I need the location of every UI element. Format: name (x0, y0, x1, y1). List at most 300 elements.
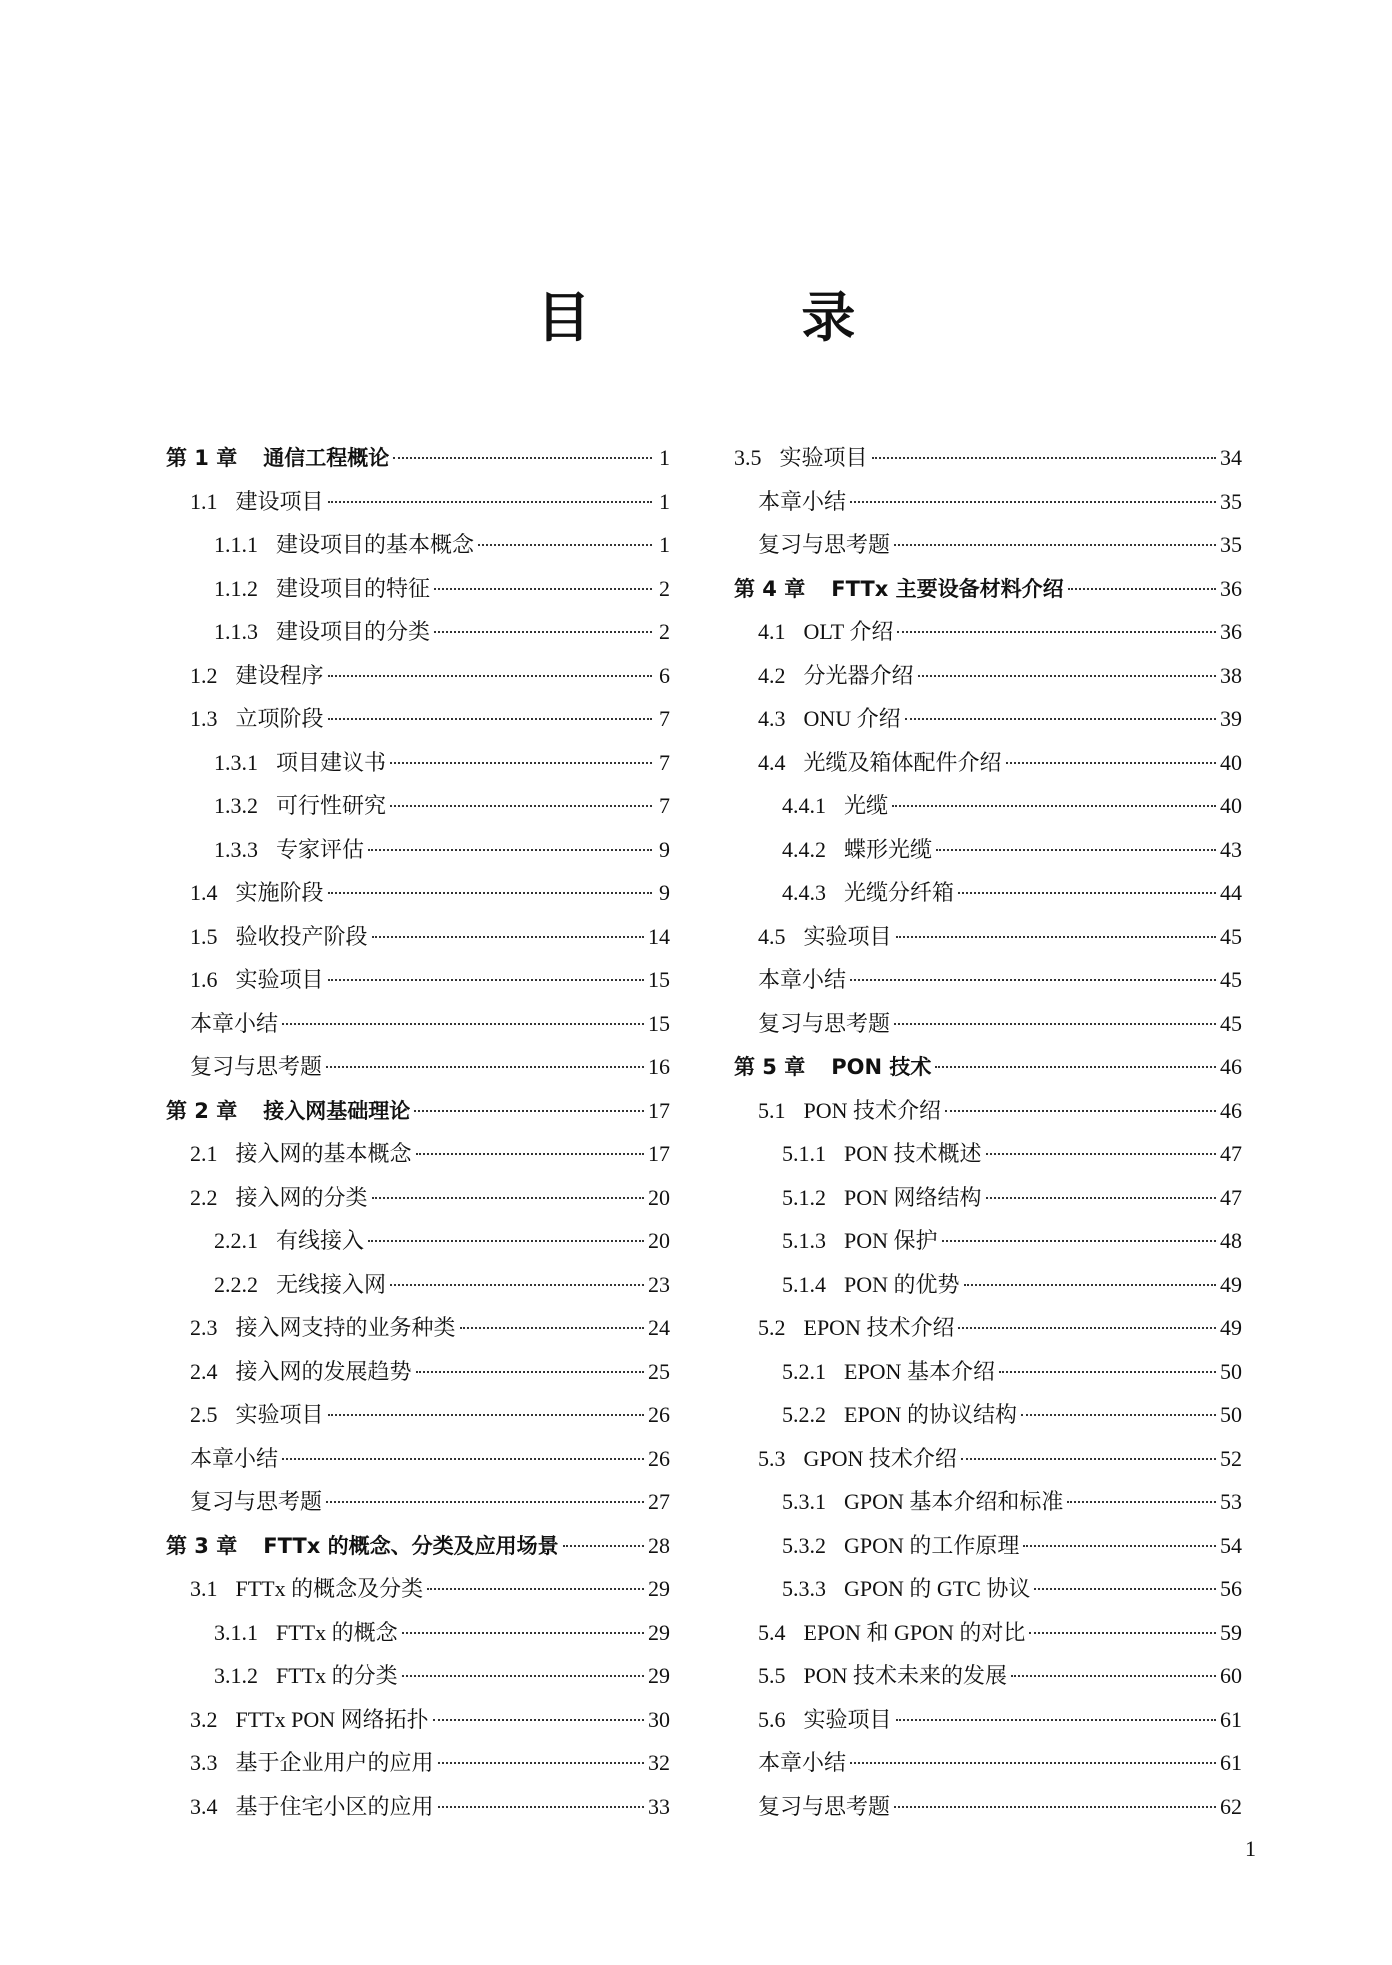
toc-entry-number: 2.4 (190, 1358, 218, 1384)
toc-entry-title: 项目建议书 (276, 749, 387, 775)
toc-entry[interactable] (166, 1176, 670, 1220)
toc-entry-page: 40 (1220, 749, 1242, 775)
toc-entry-title: FTTx 的概念 (276, 1619, 398, 1645)
toc-entry-title: 实验项目 (803, 1706, 892, 1732)
toc-entry-page: 36 (1220, 619, 1242, 644)
toc-entry-title: 实验项目 (235, 1402, 324, 1427)
toc-chapter-entry[interactable] (166, 1524, 670, 1568)
toc-chapter-entry[interactable] (166, 1089, 670, 1133)
toc-entry[interactable] (166, 1567, 670, 1611)
dot-leader (936, 849, 1216, 851)
toc-entry[interactable] (734, 958, 1242, 1002)
toc-entry-page: 29 (648, 1576, 670, 1601)
toc-entry-number: 2.2 (190, 1184, 218, 1210)
dot-leader (328, 718, 652, 720)
toc-entry[interactable] (734, 1089, 1242, 1133)
toc-entry-number: 5.1.2 (782, 1184, 826, 1210)
toc-entry[interactable] (166, 1306, 670, 1350)
toc-entry[interactable] (166, 1132, 670, 1176)
toc-entry-title: 建设项目的分类 (276, 619, 431, 644)
toc-entry-number: 3.5 (734, 445, 762, 470)
toc-entry-number: 5.3.2 (782, 1532, 826, 1558)
toc-entry-number: 4.4 (758, 749, 786, 775)
dot-leader (896, 1719, 1216, 1721)
toc-entry[interactable] (734, 741, 1242, 785)
dot-leader (328, 675, 652, 677)
toc-entry-page: 45 (1220, 923, 1242, 949)
toc-entry-page: 26 (648, 1402, 670, 1427)
toc-entry-number: 5.5 (758, 1663, 786, 1688)
toc-entry-number: 4.4.2 (782, 836, 826, 862)
toc-entry-title: 实验项目 (235, 967, 324, 992)
toc-entry-page: 47 (1220, 1184, 1242, 1210)
toc-entry-title: FTTx 主要设备材料介绍 (831, 576, 1064, 601)
toc-entry-number: 2.2.2 (214, 1271, 258, 1297)
toc-entry-number: 3.1 (190, 1576, 218, 1601)
toc-entry-page: 36 (1220, 575, 1242, 601)
toc-entry-page: 62 (1220, 1793, 1242, 1819)
toc-entry-title: ONU 介绍 (803, 706, 901, 731)
toc-entry-number: 1.3.2 (214, 793, 258, 818)
toc-entry-number: 5.1 (758, 1097, 786, 1123)
toc-entry-number: 4.1 (758, 619, 786, 644)
toc-entry-title: 立项阶段 (235, 706, 324, 731)
dot-leader (372, 1197, 644, 1199)
toc-entry-title: GPON 技术介绍 (803, 1445, 957, 1471)
dot-leader (478, 544, 652, 546)
toc-entry-title: 蝶形光缆 (844, 836, 933, 862)
dot-leader (986, 1153, 1216, 1155)
toc-entry-title: 本章小结 (190, 1445, 279, 1471)
toc-entry-number: 5.2 (758, 1315, 786, 1340)
toc-entry[interactable] (734, 480, 1242, 524)
toc-entry-number: 第 1 章 (166, 446, 238, 470)
toc-entry[interactable] (734, 1567, 1242, 1611)
toc-entry-page: 39 (1220, 706, 1242, 731)
toc-entry[interactable] (734, 1785, 1242, 1829)
toc-entry-number: 3.2 (190, 1706, 218, 1732)
toc-entry[interactable] (734, 1263, 1242, 1307)
toc-entry[interactable] (166, 1350, 670, 1394)
dot-leader (416, 1153, 644, 1155)
toc-column-left (166, 436, 670, 1828)
dot-leader (999, 1371, 1216, 1373)
toc-entry-page: 32 (648, 1750, 670, 1775)
toc-entry-number: 4.2 (758, 662, 786, 688)
dot-leader (905, 718, 1216, 720)
toc-entry[interactable] (166, 871, 670, 915)
toc-entry-page: 45 (1220, 1010, 1242, 1036)
dot-leader (402, 1675, 644, 1677)
dot-leader (416, 1371, 644, 1373)
toc-entry-page: 49 (1220, 1315, 1242, 1340)
toc-entry-number: 5.3 (758, 1445, 786, 1471)
toc-entry-number: 5.3.3 (782, 1576, 826, 1601)
toc-entry-title: EPON 技术介绍 (803, 1315, 955, 1340)
dot-leader (368, 849, 652, 851)
toc-entry-title: 分光器介绍 (803, 662, 914, 688)
toc-entry[interactable] (734, 1741, 1242, 1785)
toc-entry-title: FTTx 的概念及分类 (235, 1576, 424, 1601)
toc-entry-title: PON 保护 (844, 1228, 938, 1253)
toc-entry-number: 5.4 (758, 1619, 786, 1645)
toc-entry-title: 本章小结 (758, 967, 847, 992)
toc-entry[interactable] (734, 1654, 1242, 1698)
toc-entry-number: 1.2 (190, 662, 218, 688)
toc-entry-number: 4.3 (758, 706, 786, 731)
toc-entry[interactable] (734, 1350, 1242, 1394)
toc-entry-number: 1.1.3 (214, 619, 258, 644)
toc-entry-number: 3.1.2 (214, 1663, 258, 1688)
toc-entry-page: 56 (1220, 1576, 1242, 1601)
toc-entry-number: 3.3 (190, 1750, 218, 1775)
toc-entry-page: 9 (659, 880, 670, 905)
dot-leader (1011, 1675, 1216, 1677)
dot-leader (1023, 1545, 1216, 1547)
toc-entry-title: OLT 介绍 (803, 619, 894, 644)
toc-entry-title: PON 技术概述 (844, 1141, 982, 1166)
dot-leader (945, 1110, 1216, 1112)
dot-leader (390, 805, 652, 807)
dot-leader (961, 1458, 1216, 1460)
toc-entry-title: GPON 的 GTC 协议 (844, 1576, 1031, 1601)
dot-leader (958, 1327, 1216, 1329)
dot-leader (942, 1240, 1216, 1242)
page-number: 1 (1245, 1836, 1256, 1861)
toc-entry-page: 28 (648, 1532, 670, 1558)
toc-entry-page: 44 (1220, 880, 1242, 905)
toc-entry-number: 4.5 (758, 923, 786, 949)
toc-entry-title: 复习与思考题 (758, 1010, 891, 1036)
toc-entry[interactable] (734, 1480, 1242, 1524)
toc-entry-title: 建设项目的基本概念 (276, 532, 475, 557)
dot-leader (328, 979, 644, 981)
toc-entry[interactable] (166, 1698, 670, 1742)
toc-entry[interactable] (166, 1219, 670, 1263)
toc-entry-page: 17 (648, 1097, 670, 1123)
toc-entry-title: EPON 的协议结构 (844, 1402, 1017, 1427)
toc-entry-page: 20 (648, 1228, 670, 1253)
toc-entry-number: 5.2.2 (782, 1402, 826, 1427)
toc-entry-page: 61 (1220, 1706, 1242, 1732)
toc-entry-number: 1.6 (190, 967, 218, 992)
toc-entry-title: 复习与思考题 (190, 1054, 323, 1079)
toc-entry-number: 2.3 (190, 1315, 218, 1340)
toc-entry[interactable] (734, 610, 1242, 654)
toc-entry[interactable] (166, 523, 670, 567)
toc-entry-page: 60 (1220, 1663, 1242, 1688)
toc-entry-page: 17 (648, 1141, 670, 1166)
toc-entry-number: 1.3 (190, 706, 218, 731)
toc-entry[interactable] (734, 1698, 1242, 1742)
toc-entry-title: 本章小结 (758, 1750, 847, 1775)
toc-entry-page: 6 (659, 662, 670, 688)
toc-entry-title: PON 技术介绍 (803, 1097, 942, 1123)
dot-leader (328, 1414, 644, 1416)
toc-entry[interactable] (166, 1263, 670, 1307)
toc-entry-number: 第 2 章 (166, 1098, 238, 1123)
toc-entry-title: 验收投产阶段 (235, 923, 368, 949)
dot-leader (894, 1806, 1216, 1808)
toc-entry-page: 2 (659, 575, 670, 601)
toc-entry-number: 1.3.3 (214, 836, 258, 862)
dot-leader (282, 1458, 644, 1460)
toc-entry-title: PON 技术 (831, 1055, 932, 1079)
toc-entry[interactable] (734, 1002, 1242, 1046)
dot-leader (326, 1066, 644, 1068)
toc-entry[interactable] (166, 1654, 670, 1698)
toc-entry-title: 实验项目 (803, 923, 892, 949)
dot-leader (1006, 762, 1216, 764)
toc-entry-title: 可行性研究 (276, 793, 387, 818)
toc-entry[interactable] (166, 697, 670, 741)
toc-entry-number: 第 4 章 (734, 576, 806, 601)
toc-entry-page: 45 (1220, 967, 1242, 992)
toc-entry[interactable] (166, 567, 670, 611)
dot-leader (894, 544, 1216, 546)
dot-leader (918, 675, 1216, 677)
toc-entry-page: 34 (1220, 445, 1242, 470)
toc-entry-title: 建设程序 (235, 662, 324, 688)
toc-entry-page: 24 (648, 1315, 670, 1340)
dot-leader (433, 1719, 644, 1721)
toc-entry-title: 建设项目 (235, 488, 324, 514)
toc-entry[interactable] (166, 1611, 670, 1655)
toc-entry-number: 5.6 (758, 1706, 786, 1732)
dot-leader (964, 1284, 1216, 1286)
dot-leader (390, 762, 652, 764)
toc-entry-number: 2.1 (190, 1141, 218, 1166)
toc-entry-title: 有线接入 (276, 1228, 365, 1253)
toc-entry-number: 5.1.3 (782, 1228, 826, 1253)
dot-leader (897, 631, 1216, 633)
dot-leader (326, 1501, 644, 1503)
toc-entry-number: 1.1.1 (214, 532, 258, 557)
dot-leader (460, 1327, 644, 1329)
dot-leader (434, 631, 652, 633)
toc-entry-page: 27 (648, 1489, 670, 1514)
toc-entry[interactable] (166, 1045, 670, 1089)
toc-entry-page: 43 (1220, 836, 1242, 862)
toc-entry[interactable] (734, 1176, 1242, 1220)
toc-entry-page: 38 (1220, 662, 1242, 688)
toc-entry-number: 5.1.4 (782, 1271, 826, 1297)
dot-leader (850, 1762, 1216, 1764)
toc-entry-title: 实施阶段 (235, 880, 324, 905)
toc-entry-page: 7 (659, 793, 670, 818)
toc-entry-title: GPON 的工作原理 (844, 1532, 1020, 1558)
toc-entry[interactable] (166, 741, 670, 785)
toc-entry-title: PON 技术未来的发展 (803, 1663, 1008, 1688)
toc-entry-title: 建设项目的特征 (276, 575, 431, 601)
toc-entry-title: PON 的优势 (844, 1271, 960, 1297)
dot-leader (438, 1806, 644, 1808)
toc-entry-title: 复习与思考题 (190, 1489, 323, 1514)
toc-entry[interactable] (734, 915, 1242, 959)
toc-entry-page: 48 (1220, 1228, 1242, 1253)
toc-entry[interactable] (166, 654, 670, 698)
toc-entry[interactable] (734, 1132, 1242, 1176)
dot-leader (282, 1023, 644, 1025)
dot-leader (892, 805, 1216, 807)
toc-column-right (734, 436, 1242, 1828)
toc-entry[interactable] (734, 654, 1242, 698)
dot-leader (390, 1284, 644, 1286)
dot-leader (958, 892, 1216, 894)
dot-leader (894, 1023, 1216, 1025)
toc-entry-page: 35 (1220, 532, 1242, 557)
toc-entry[interactable] (734, 1611, 1242, 1655)
toc-entry-page: 49 (1220, 1271, 1242, 1297)
toc-entry-title: 基于住宅小区的应用 (235, 1793, 434, 1819)
toc-entry-page: 50 (1220, 1358, 1242, 1384)
toc-entry-title: 实验项目 (779, 445, 868, 470)
toc-entry[interactable] (166, 1002, 670, 1046)
toc-entry-title: 复习与思考题 (758, 1793, 891, 1819)
toc-entry[interactable] (734, 523, 1242, 567)
toc-entry-page: 53 (1220, 1489, 1242, 1514)
toc-entry[interactable] (734, 784, 1242, 828)
toc-entry[interactable] (734, 1524, 1242, 1568)
toc-entry[interactable] (166, 1393, 670, 1437)
toc-entry-title: 光缆及箱体配件介绍 (803, 749, 1002, 775)
dot-leader (368, 1240, 644, 1242)
dot-leader (986, 1197, 1216, 1199)
toc-entry-title: 无线接入网 (276, 1271, 387, 1297)
toc-entry[interactable] (166, 1785, 670, 1829)
toc-entry-title: 光缆 (844, 793, 889, 818)
toc-entry-title: 专家评估 (276, 836, 365, 862)
toc-entry[interactable] (734, 436, 1242, 480)
dot-leader (427, 1588, 644, 1590)
toc-chapter-entry[interactable] (166, 436, 670, 480)
toc-entry-title: EPON 基本介绍 (844, 1358, 995, 1384)
toc-entry-page: 1 (659, 488, 670, 514)
toc-entry[interactable] (734, 871, 1242, 915)
toc-entry-title: 接入网的基本概念 (235, 1141, 412, 1166)
toc-entry-page: 23 (648, 1271, 670, 1297)
toc-entry-page: 40 (1220, 793, 1242, 818)
dot-leader (850, 501, 1216, 503)
toc-entry-number: 2.2.1 (214, 1228, 258, 1253)
toc-entry-number: 5.3.1 (782, 1489, 826, 1514)
toc-entry[interactable] (166, 1437, 670, 1481)
toc-entry-title: 接入网的发展趋势 (235, 1358, 412, 1384)
dot-leader (563, 1545, 644, 1547)
dot-leader (328, 501, 652, 503)
toc-chapter-entry[interactable] (734, 567, 1242, 611)
toc-entry-title: GPON 基本介绍和标准 (844, 1489, 1064, 1514)
toc-entry-page: 54 (1220, 1532, 1242, 1558)
dot-leader (372, 936, 644, 938)
toc-entry[interactable] (734, 1306, 1242, 1350)
toc-entry-page: 14 (648, 923, 670, 949)
toc-entry-number: 1.5 (190, 923, 218, 949)
toc-entry-title: 光缆分纤箱 (844, 880, 955, 905)
toc-entry-page: 52 (1220, 1445, 1242, 1471)
dot-leader (1034, 1588, 1216, 1590)
toc-entry-title: 本章小结 (190, 1010, 279, 1036)
toc-entry-number: 2.5 (190, 1402, 218, 1427)
dot-leader (434, 588, 652, 590)
toc-chapter-entry[interactable] (734, 1045, 1242, 1089)
toc-entry-number: 1.4 (190, 880, 218, 905)
toc-entry-page: 1 (659, 445, 670, 470)
dot-leader (328, 892, 652, 894)
toc-entry[interactable] (166, 1480, 670, 1524)
dot-leader (1029, 1632, 1216, 1634)
toc-entry-page: 33 (648, 1793, 670, 1819)
toc-entry[interactable] (166, 784, 670, 828)
toc-entry[interactable] (734, 697, 1242, 741)
toc-entry[interactable] (734, 828, 1242, 872)
toc-entry-title: 通信工程概论 (263, 446, 390, 470)
toc-entry-title: PON 网络结构 (844, 1184, 982, 1210)
toc-entry-title: 接入网基础理论 (263, 1098, 411, 1123)
toc-entry[interactable] (166, 1741, 670, 1785)
toc-entry-title: FTTx PON 网络拓扑 (235, 1706, 429, 1732)
toc-entry-number: 3.4 (190, 1793, 218, 1819)
toc-entry-page: 9 (659, 836, 670, 862)
toc-entry-title: 基于企业用户的应用 (235, 1750, 434, 1775)
toc-entry-number: 4.4.1 (782, 793, 826, 818)
toc-entry[interactable] (734, 1437, 1242, 1481)
toc-entry[interactable] (166, 828, 670, 872)
toc-entry-page: 25 (648, 1358, 670, 1384)
toc-entry-title: 复习与思考题 (758, 532, 891, 557)
toc-entry-number: 1.1.2 (214, 575, 258, 601)
toc-entry-number: 第 3 章 (166, 1533, 238, 1558)
page-title: 目 录 (536, 285, 952, 349)
dot-leader (896, 936, 1216, 938)
toc-entry-page: 7 (659, 749, 670, 775)
toc-entry-page: 59 (1220, 1619, 1242, 1645)
toc-entry[interactable] (166, 958, 670, 1002)
dot-leader (872, 457, 1216, 459)
dot-leader (1021, 1414, 1216, 1416)
toc-entry-page: 7 (659, 706, 670, 731)
dot-leader (1067, 1501, 1216, 1503)
toc-entry-number: 1.1 (190, 488, 218, 514)
toc-entry-page: 20 (648, 1184, 670, 1210)
toc-entry-page: 16 (648, 1054, 670, 1079)
dot-leader (438, 1762, 644, 1764)
toc-entry-title: 接入网的分类 (235, 1184, 368, 1210)
toc-entry[interactable] (734, 1219, 1242, 1263)
toc-entry-number: 3.1.1 (214, 1619, 258, 1645)
toc-entry-title: FTTx 的概念、分类及应用场景 (263, 1533, 559, 1558)
toc-entry-number: 5.1.1 (782, 1141, 826, 1166)
toc-entry[interactable] (166, 480, 670, 524)
toc-entry[interactable] (734, 1393, 1242, 1437)
toc-entry-title: 本章小结 (758, 488, 847, 514)
dot-leader (935, 1066, 1216, 1068)
toc-entry-page: 2 (659, 619, 670, 644)
dot-leader (850, 979, 1216, 981)
toc-entry-page: 46 (1220, 1054, 1242, 1079)
toc-entry[interactable] (166, 915, 670, 959)
dot-leader (414, 1110, 644, 1112)
toc-entry-page: 26 (648, 1445, 670, 1471)
toc-entry-page: 15 (648, 967, 670, 992)
toc-entry-title: FTTx 的分类 (276, 1663, 398, 1688)
toc-entry-page: 15 (648, 1010, 670, 1036)
toc-entry-page: 1 (659, 532, 670, 557)
toc-entry[interactable] (166, 610, 670, 654)
toc-entry-page: 50 (1220, 1402, 1242, 1427)
toc-entry-page: 46 (1220, 1097, 1242, 1123)
toc-entry-number: 1.3.1 (214, 749, 258, 775)
